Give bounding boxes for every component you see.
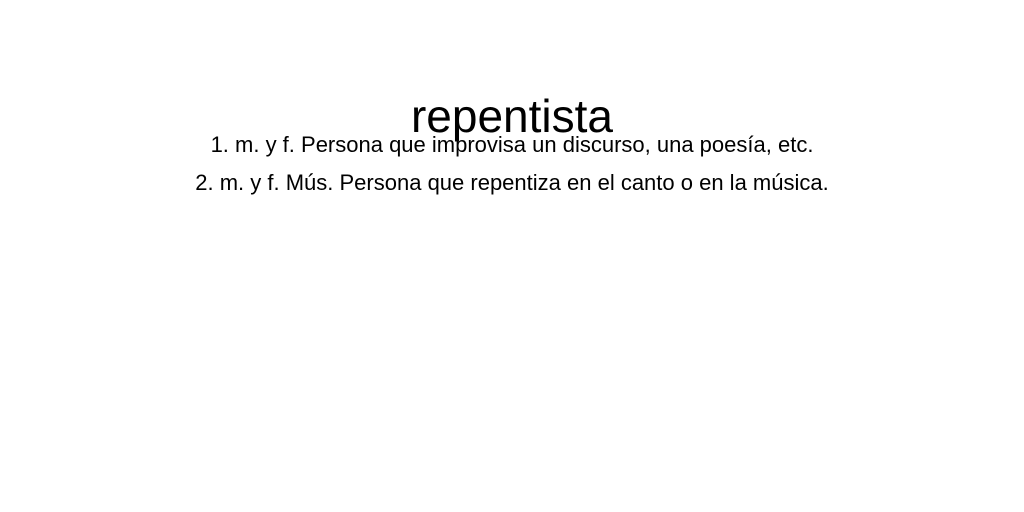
entry-headword: repentista [410,89,613,142]
definition-item: 1. m. y f. Persona que improvisa un discurso, una poesía, etc. [210,132,814,157]
definition-list [0,131,1024,207]
definition-item: 2. m. y f. Mús. Persona que repentiza en el canto o en la música. [195,170,829,195]
